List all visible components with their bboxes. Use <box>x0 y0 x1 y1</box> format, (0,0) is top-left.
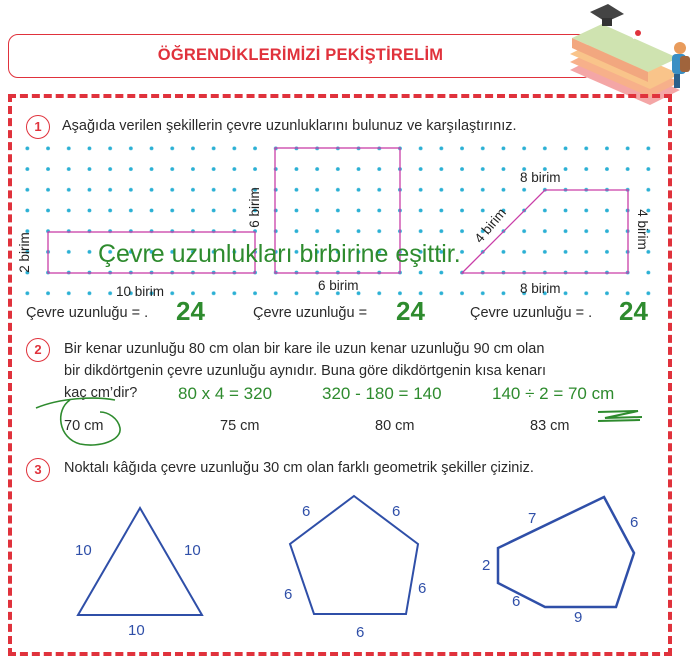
work-step-3: 140 ÷ 2 = 70 cm <box>492 384 615 403</box>
trapezoid-bottom-label: 8 birim <box>520 281 561 296</box>
handwritten-conclusion: Çevre uzunlukları birbirine eşittir. <box>98 240 461 268</box>
question-3-number: 3 <box>26 458 50 482</box>
work-step-2: 320 - 180 = 140 <box>322 384 442 403</box>
trapezoid-top-label: 8 birim <box>520 170 561 185</box>
answer-3-label: Çevre uzunluğu = . <box>470 305 593 321</box>
answer-3-value: 24 <box>619 296 648 326</box>
answer-1-value: 24 <box>176 296 205 326</box>
pentagon-side-1: 6 <box>302 503 311 520</box>
option-c[interactable]: 80 cm <box>375 418 415 434</box>
hexagon-side-6-right: 6 <box>630 514 639 531</box>
question-1-number: 1 <box>26 115 50 139</box>
option-a[interactable]: 70 cm <box>64 418 104 434</box>
question-2-number: 2 <box>26 338 50 362</box>
trapezoid-diagonal-label: 4 birim <box>471 205 510 246</box>
question-3-text: Noktalı kâğıda çevre uzunluğu 30 cm olan farklı geometrik şekiller çiziniz. <box>64 460 534 476</box>
section-title: ÖĞRENDİKLERİMİZİ PEKİŞTİRELİM <box>157 46 444 64</box>
rectangle-left-label: 2 birim <box>16 232 32 273</box>
trapezoid-right-label: 4 birim <box>634 209 650 250</box>
answer-2-label: Çevre uzunluğu = <box>253 305 368 321</box>
hexagon-side-2: 2 <box>482 557 491 574</box>
option-b[interactable]: 75 cm <box>220 418 260 434</box>
pentagon-side-5: 6 <box>356 624 365 641</box>
square-left-label: 6 birim <box>246 187 262 228</box>
answer-1-label: Çevre uzunluğu = . <box>26 305 149 321</box>
option-d[interactable]: 83 cm <box>530 418 570 434</box>
work-step-1: 80 x 4 = 320 <box>178 384 273 403</box>
hexagon-side-9: 9 <box>574 609 583 626</box>
triangle-side-left: 10 <box>75 542 92 559</box>
hexagon-side-6-bottom: 6 <box>512 593 521 610</box>
pentagon-side-2: 6 <box>392 503 401 520</box>
triangle-side-bottom: 10 <box>128 622 145 639</box>
triangle-side-right: 10 <box>184 542 201 559</box>
question-2-line-1: Bir kenar uzunluğu 80 cm olan bir kare ile uzun kenar uzunluğu 90 cm olan <box>64 341 545 357</box>
square-bottom-label: 6 birim <box>318 278 359 293</box>
pentagon-side-3: 6 <box>284 586 293 603</box>
hexagon-side-7: 7 <box>528 510 537 527</box>
question-2-line-2: bir dikdörtgenin çevre uzunluğu aynıdır. Buna göre dikdörtgenin kısa kenarı <box>64 363 547 379</box>
rectangle-bottom-label: 10 birim <box>116 284 165 299</box>
question-2-line-3: kaç cm’dir? <box>64 385 138 401</box>
pentagon-side-4: 6 <box>418 580 427 597</box>
answer-2-value: 24 <box>396 296 425 326</box>
question-1-text: Aşağıda verilen şekillerin çevre uzunluklarını bulunuz ve karşılaştırınız. <box>62 118 517 134</box>
